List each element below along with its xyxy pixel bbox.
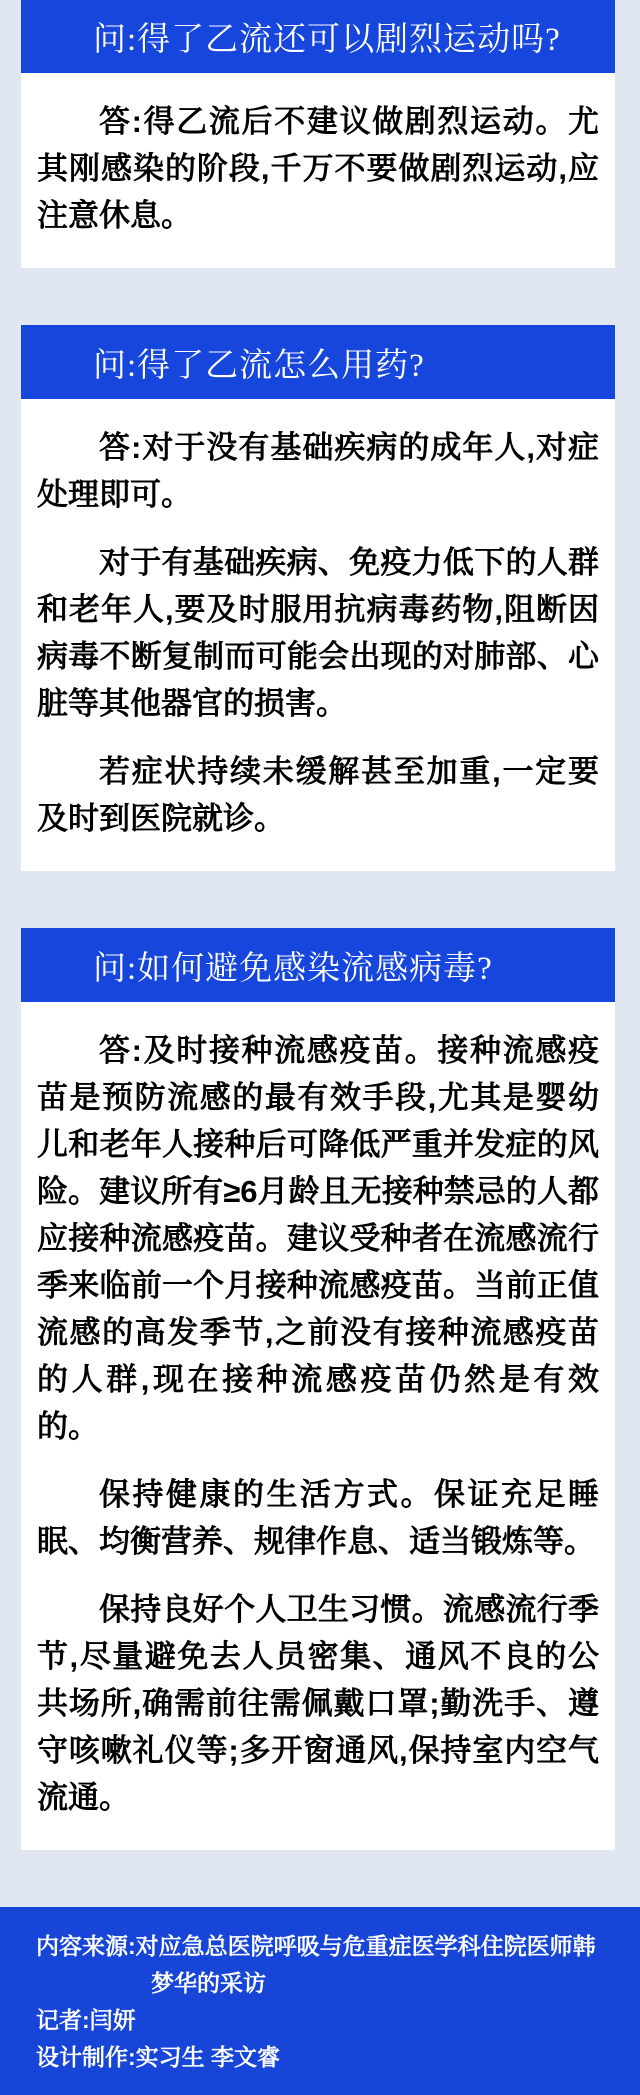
footer-source-text: 对应急总医院呼吸与危重症医学科住院医师韩梦华的采访 xyxy=(135,1933,596,1996)
answer-paragraph: 保持良好个人卫生习惯。流感流行季节,尽量避免去人员密集、通风不良的公共场所,确需前往需佩戴口罩;勤洗手、遵守咳嗽礼仪等;多开窗通风,保持室内空气流通。 xyxy=(37,1592,599,1815)
qa-section-medication xyxy=(0,325,640,871)
question-header xyxy=(21,928,615,1002)
question-text: 问:如何避免感染流感病毒? xyxy=(93,950,493,987)
answer-card xyxy=(21,73,615,268)
footer-source xyxy=(36,1928,610,2002)
answer-paragraph: 若症状持续未缓解甚至加重,一定要及时到医院就诊。 xyxy=(37,754,599,836)
answer-card xyxy=(21,1002,615,1850)
question-header xyxy=(21,0,615,73)
footer-design: 设计制作:实习生 李文睿 xyxy=(36,2044,281,2070)
answer-paragraph: 答:及时接种流感疫苗。接种流感疫苗是预防流感的最有效手段,尤其是婴幼儿和老年人接种后可降低严重并发症的风险。建议所有≥6月龄且无接种禁忌的人都应接种流感疫苗。建议受种者在流感流行季来临前一个月接种流感疫苗。当前正值流感的高发季节,之前没有接种流感疫苗的人群,现在接种流感疫苗仍然是有效的。 xyxy=(37,1033,599,1444)
footer-source-label: 内容来源: xyxy=(36,1933,136,1959)
answer-paragraph: 保持健康的生活方式。保证充足睡眠、均衡营养、规律作息、适当锻炼等。 xyxy=(37,1477,599,1559)
qa-section-exercise xyxy=(0,0,640,268)
question-header xyxy=(21,325,615,399)
answer-paragraph: 答:对于没有基础疾病的成年人,对症处理即可。 xyxy=(37,430,599,512)
answer-card xyxy=(21,399,615,871)
question-text: 问:得了乙流怎么用药? xyxy=(93,347,425,384)
answer-paragraph: 对于有基础疾病、免疫力低下的人群和老年人,要及时服用抗病毒药物,阻断因病毒不断复制而可能会出现的对肺部、心脏等其他器官的损害。 xyxy=(37,545,599,721)
footer-reporter: 记者:闫妍 xyxy=(36,2007,136,2033)
footer-credits xyxy=(0,1907,640,2095)
qa-section-prevention xyxy=(0,928,640,1850)
answer-paragraph: 答:得乙流后不建议做剧烈运动。尤其刚感染的阶段,千万不要做剧烈运动,应注意休息。 xyxy=(37,104,599,233)
question-text: 问:得了乙流还可以剧烈运动吗? xyxy=(93,22,561,58)
